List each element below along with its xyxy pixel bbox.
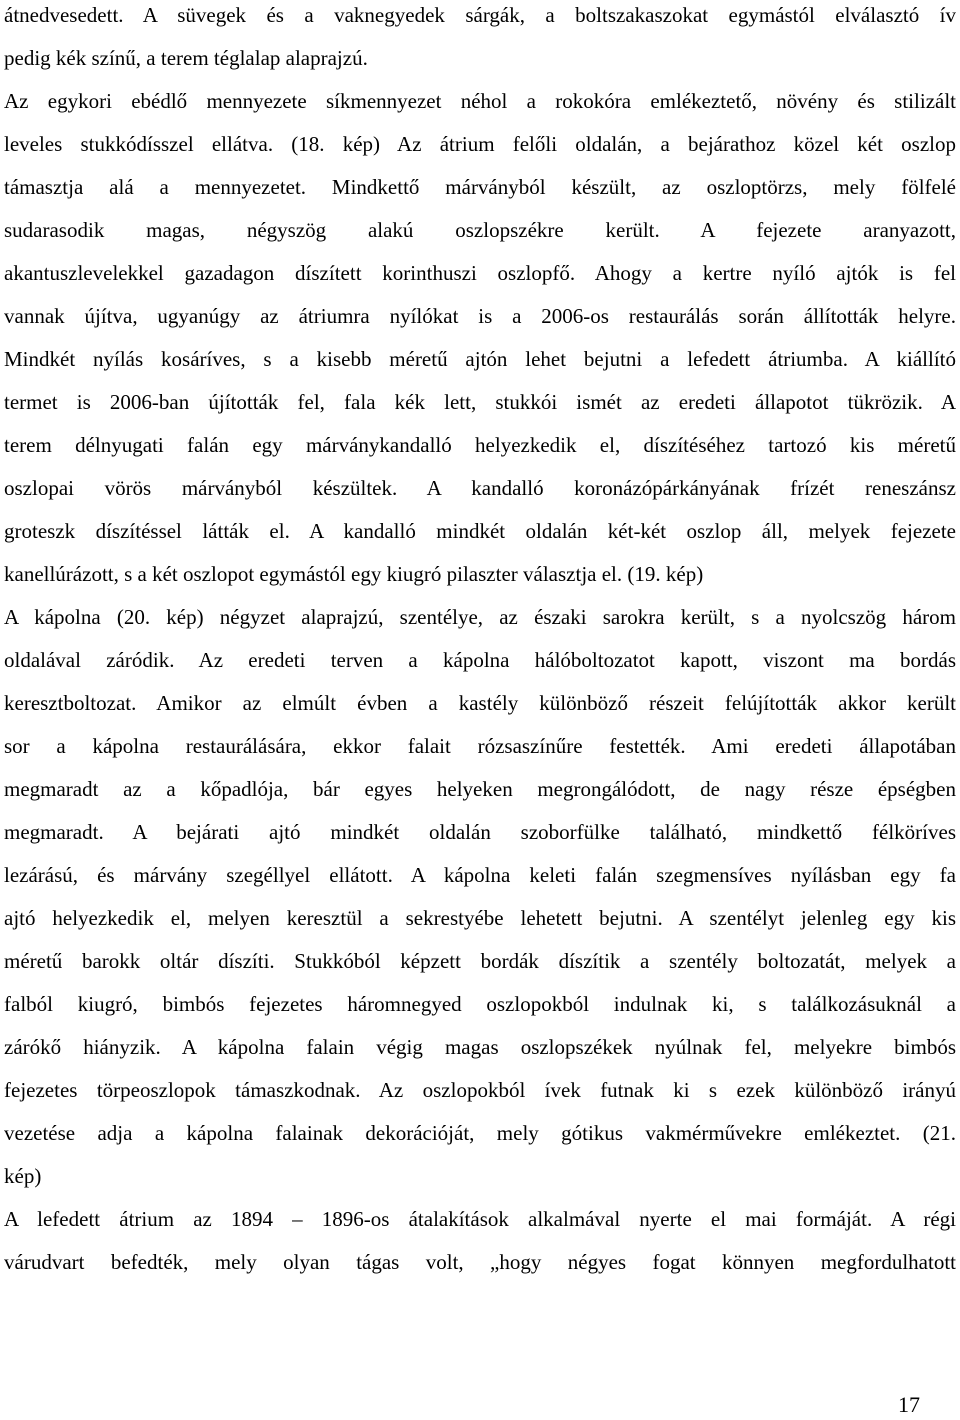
text-line: A kápolna (20. kép) négyzet alaprajzú, szentélye, az északi sarokra került, s a nyolcszög három bbox=[4, 605, 956, 629]
text-line: leveles stukkódísszel ellátva. (18. kép) Az átrium felőli oldalán, a bejárathoz közel két oszlop bbox=[4, 132, 956, 156]
text-line: terem délnyugati falán egy márványkandalló helyezkedik el, díszítéséhez tartozó kis méretű bbox=[4, 433, 956, 457]
text-line: keresztboltozat. Amikor az elmúlt évben a kastély különböző részeit felújították akkor került bbox=[4, 691, 956, 715]
text-line: pedig kék színű, a terem téglalap alaprajzú. bbox=[4, 46, 368, 70]
text-line: támasztja alá a mennyezetet. Mindkettő márványból készült, az oszloptörzs, mely fölfelé bbox=[4, 175, 956, 199]
text-line: várudvart befedték, mely olyan tágas volt, „hogy négyes fogat könnyen megfordulhatott bbox=[4, 1250, 956, 1274]
text-line: ajtó helyezkedik el, melyen keresztül a sekrestyébe lehetett bejutni. A szentélyt jelenleg egy kis bbox=[4, 906, 956, 930]
page-number: 17 bbox=[898, 1392, 920, 1417]
text-line: kép) bbox=[4, 1164, 42, 1188]
text-line: sudarasodik magas, négyszög alakú oszlopszékre került. A fejezete aranyazott, bbox=[4, 218, 956, 242]
text-line: kanellúrázott, s a két oszlopot egymástól egy kiugró pilaszter választja el. (19. kép) bbox=[4, 562, 704, 586]
text-line: lezárású, és márvány szegéllyel ellátott. A kápolna keleti falán szegmensíves nyílásban egy fa bbox=[4, 863, 956, 887]
text-line: méretű barokk oltár díszíti. Stukkóból képzett bordák díszítik a szentély boltozatát, melyek a bbox=[4, 949, 956, 973]
text-line: oszlopai vörös márványból készültek. A kandalló koronázópárkányának frízét reneszánsz bbox=[4, 476, 956, 500]
text-line: zárókő hiányzik. A kápolna falain végig magas oszlopszékek nyúlnak fel, melyekre bimbós bbox=[4, 1035, 956, 1059]
text-line: megmaradt. A bejárati ajtó mindkét oldalán szoborfülke található, mindkettő félköríves bbox=[4, 820, 956, 844]
text-line: termet is 2006-ban újították fel, fala kék lett, stukkói ismét az eredeti állapotot tükrözik. A bbox=[4, 390, 956, 414]
text-line: vannak újítva, ugyanúgy az átriumra nyílókat is a 2006-os restaurálás során állították helyre. bbox=[4, 304, 956, 328]
text-line: oldalával záródik. Az eredeti terven a kápolna hálóboltozatot kapott, viszont ma bordás bbox=[4, 648, 956, 672]
text-line: falból kiugró, bimbós fejezetes háromnegyed oszlopokból indulnak ki, s találkozásuknál a bbox=[4, 992, 956, 1016]
text-line: fejezetes törpeoszlopok támaszkodnak. Az oszlopokból ívek futnak ki s ezek különböző irányú bbox=[4, 1078, 956, 1102]
text-line: akantuszlevelekkel gazadagon díszített korinthuszi oszlopfő. Ahogy a kertre nyíló ajtók is fel bbox=[4, 261, 956, 285]
text-line: A lefedett átrium az 1894 – 1896-os átalakítások alkalmával nyerte el mai formáját. A régi bbox=[4, 1207, 956, 1231]
text-line: megmaradt az a kőpadlója, bár egyes helyeken megrongálódott, de nagy része épségben bbox=[4, 777, 956, 801]
text-line: Az egykori ebédlő mennyezete síkmennyezet néhol a rokokóra emlékeztető, növény és stilizált bbox=[4, 89, 956, 113]
text-line: groteszk díszítéssel látták el. A kandalló mindkét oldalán két-két oszlop áll, melyek fejezete bbox=[4, 519, 956, 543]
text-line: átnedvesedett. A süvegek és a vaknegyedek sárgák, a boltszakaszokat egymástól elválasztó ív bbox=[4, 3, 956, 27]
text-line: Mindkét nyílás kosáríves, s a kisebb méretű ajtón lehet bejutni a lefedett átriumba. A kiállító bbox=[4, 347, 956, 371]
text-line: sor a kápolna restaurálására, ekkor falait rózsaszínűre festették. Ami eredeti állapotában bbox=[4, 734, 956, 758]
text-line: vezetése adja a kápolna falainak dekorációját, mely gótikus vakmérművekre emlékeztet. (21. bbox=[4, 1121, 956, 1145]
